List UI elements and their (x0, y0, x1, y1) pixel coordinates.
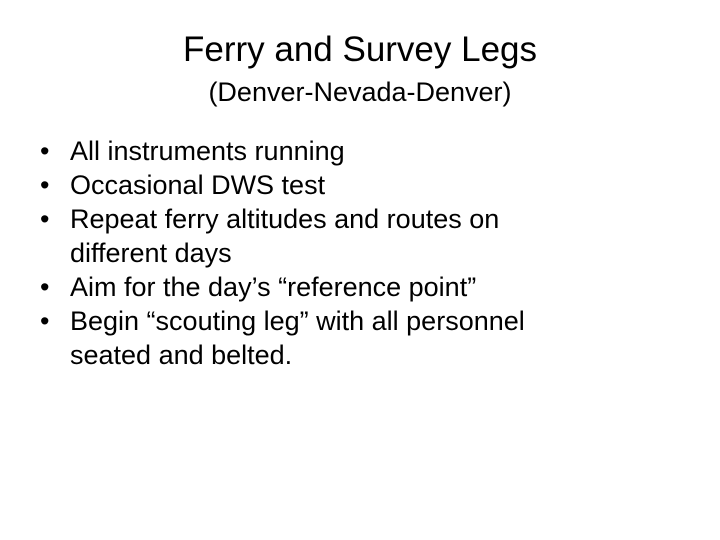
bullet-icon: • (40, 136, 50, 166)
bullet-icon: • (40, 272, 50, 302)
bullet-item-reference-point (0, 270, 720, 304)
bullet-item-repeat-ferry (0, 202, 720, 270)
bullet-text: Begin “scouting leg” with all personnel seated and belted. (70, 306, 525, 370)
bullet-icon: • (40, 306, 50, 336)
bullet-text: All instruments running (70, 136, 345, 166)
bullet-text: Occasional DWS test (70, 170, 326, 200)
bullet-text: Aim for the day’s “reference point” (70, 272, 477, 302)
bullet-text: Repeat ferry altitudes and routes on different days (70, 204, 500, 268)
bullet-list (0, 134, 720, 372)
bullet-item-scouting-leg (0, 304, 720, 372)
bullet-item-dws-test (0, 168, 720, 202)
bullet-icon: • (40, 170, 50, 200)
slide-title: Ferry and Survey Legs (182, 30, 538, 69)
bullet-icon: • (40, 204, 50, 234)
slide-subtitle: (Denver-Nevada-Denver) (208, 77, 512, 107)
bullet-item-instruments (0, 134, 720, 168)
